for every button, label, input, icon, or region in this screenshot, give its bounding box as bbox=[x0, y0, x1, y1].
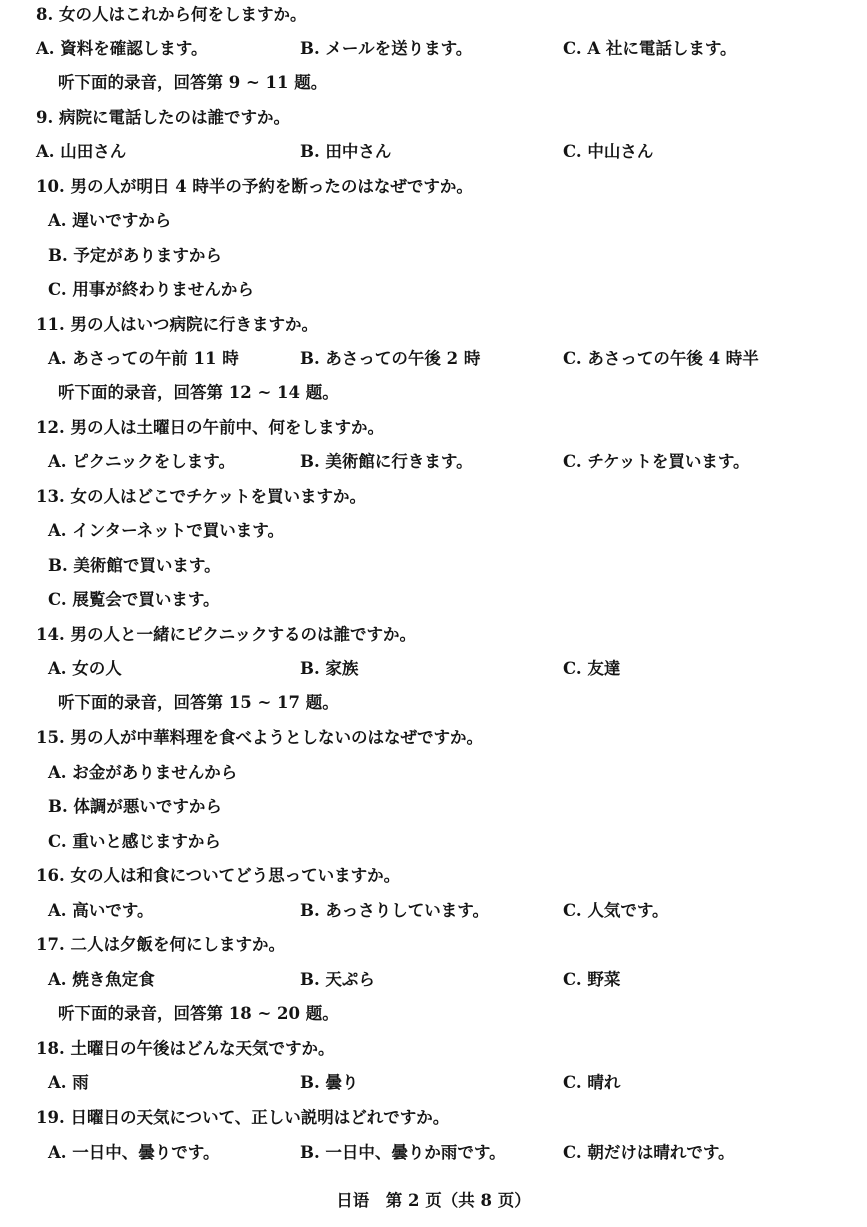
option-a: A. 一日中、曇りです。 bbox=[48, 1143, 220, 1162]
question-17 bbox=[0, 933, 867, 957]
option-c: C. あさっての午後 4 時半 bbox=[563, 349, 759, 368]
option-a: A. ピクニックをします。 bbox=[48, 452, 235, 471]
question-10-option-a: A. 遅いですから bbox=[48, 211, 172, 230]
question-13-option-c: C. 展覧会で買います。 bbox=[48, 590, 220, 609]
option-a: A. 山田さん bbox=[36, 142, 127, 161]
question-18-options bbox=[0, 1071, 867, 1095]
question-15-option-c: C. 重いと感じますから bbox=[48, 832, 221, 851]
listening-instruction: 听下面的录音，回答第 18 ~ 20 题。 bbox=[58, 1004, 339, 1023]
option-a: A. 資料を確認します。 bbox=[36, 39, 208, 58]
option-a: A. 女の人 bbox=[48, 659, 122, 678]
option-b: B. メールを送ります。 bbox=[300, 39, 473, 58]
option-c: C. A 社に電話します。 bbox=[563, 39, 737, 58]
option-a: A. 雨 bbox=[48, 1073, 89, 1092]
question-text: 17. 二人は夕飯を何にしますか。 bbox=[36, 935, 285, 954]
question-text: 12. 男の人は土曜日の午前中、何をしますか。 bbox=[36, 418, 384, 437]
question-15-option-a: A. お金がありませんから bbox=[48, 763, 238, 782]
question-18 bbox=[0, 1037, 867, 1061]
question-16 bbox=[0, 864, 867, 888]
question-15 bbox=[0, 726, 867, 750]
option-c: C. チケットを買います。 bbox=[563, 452, 750, 471]
option-c: C. 朝だけは晴れです。 bbox=[563, 1143, 735, 1162]
question-13 bbox=[0, 485, 867, 509]
option-c: C. 人気です。 bbox=[563, 901, 669, 920]
question-text: 8. 女の人はこれから何をしますか。 bbox=[36, 5, 307, 24]
question-14 bbox=[0, 623, 867, 647]
option-c: C. 友達 bbox=[563, 659, 621, 678]
question-16-options bbox=[0, 899, 867, 923]
option-a: A. 焼き魚定食 bbox=[48, 970, 155, 989]
question-text: 10. 男の人が明日 4 時半の予約を断ったのはなぜですか。 bbox=[36, 177, 473, 196]
question-19 bbox=[0, 1106, 867, 1130]
question-text: 18. 土曜日の午後はどんな天気ですか。 bbox=[36, 1039, 335, 1058]
option-b: B. あさっての午後 2 時 bbox=[300, 349, 481, 368]
question-11-options bbox=[0, 347, 867, 371]
question-12 bbox=[0, 416, 867, 440]
listening-instruction: 听下面的录音，回答第 9 ~ 11 题。 bbox=[58, 73, 328, 92]
question-9-options bbox=[0, 140, 867, 164]
option-b: B. あっさりしています。 bbox=[300, 901, 489, 920]
option-b: B. 一日中、曇りか雨です。 bbox=[300, 1143, 506, 1162]
question-19-options bbox=[0, 1141, 867, 1165]
question-text: 9. 病院に電話したのは誰ですか。 bbox=[36, 108, 290, 127]
question-15-option-b: B. 体調が悪いですから bbox=[48, 797, 222, 816]
listening-instruction: 听下面的录音，回答第 12 ~ 14 题。 bbox=[58, 383, 339, 402]
option-a: A. あさっての午前 11 時 bbox=[48, 349, 239, 368]
question-text: 14. 男の人と一緒にピクニックするのは誰ですか。 bbox=[36, 625, 416, 644]
option-c: C. 晴れ bbox=[563, 1073, 621, 1092]
question-13-option-a: A. インターネットで買います。 bbox=[48, 521, 284, 540]
listening-instruction: 听下面的录音，回答第 15 ~ 17 题。 bbox=[58, 693, 339, 712]
option-a: A. 高いです。 bbox=[48, 901, 154, 920]
question-17-options bbox=[0, 968, 867, 992]
question-10 bbox=[0, 175, 867, 199]
question-text: 11. 男の人はいつ病院に行きますか。 bbox=[36, 315, 318, 334]
question-11 bbox=[0, 313, 867, 337]
page-footer: 日语 第 2 页（共 8 页） bbox=[336, 1191, 531, 1210]
option-b: B. 田中さん bbox=[300, 142, 392, 161]
question-text: 13. 女の人はどこでチケットを買いますか。 bbox=[36, 487, 366, 506]
option-c: C. 中山さん bbox=[563, 142, 654, 161]
question-14-options bbox=[0, 657, 867, 681]
question-10-option-c: C. 用事が終わりませんから bbox=[48, 280, 254, 299]
question-9 bbox=[0, 106, 867, 130]
question-text: 19. 日曜日の天気について、正しい説明はどれですか。 bbox=[36, 1108, 450, 1127]
option-b: B. 美術館に行きます。 bbox=[300, 452, 473, 471]
question-13-option-b: B. 美術館で買います。 bbox=[48, 556, 221, 575]
question-10-option-b: B. 予定がありますから bbox=[48, 246, 222, 265]
option-b: B. 曇り bbox=[300, 1073, 359, 1092]
option-b: B. 家族 bbox=[300, 659, 359, 678]
question-8-options bbox=[0, 37, 867, 61]
question-12-options bbox=[0, 450, 867, 474]
option-b: B. 天ぷら bbox=[300, 970, 375, 989]
question-text: 15. 男の人が中華料理を食べようとしないのはなぜですか。 bbox=[36, 728, 483, 747]
question-text: 16. 女の人は和食についてどう思っていますか。 bbox=[36, 866, 401, 885]
option-c: C. 野菜 bbox=[563, 970, 621, 989]
question-8 bbox=[0, 3, 867, 27]
